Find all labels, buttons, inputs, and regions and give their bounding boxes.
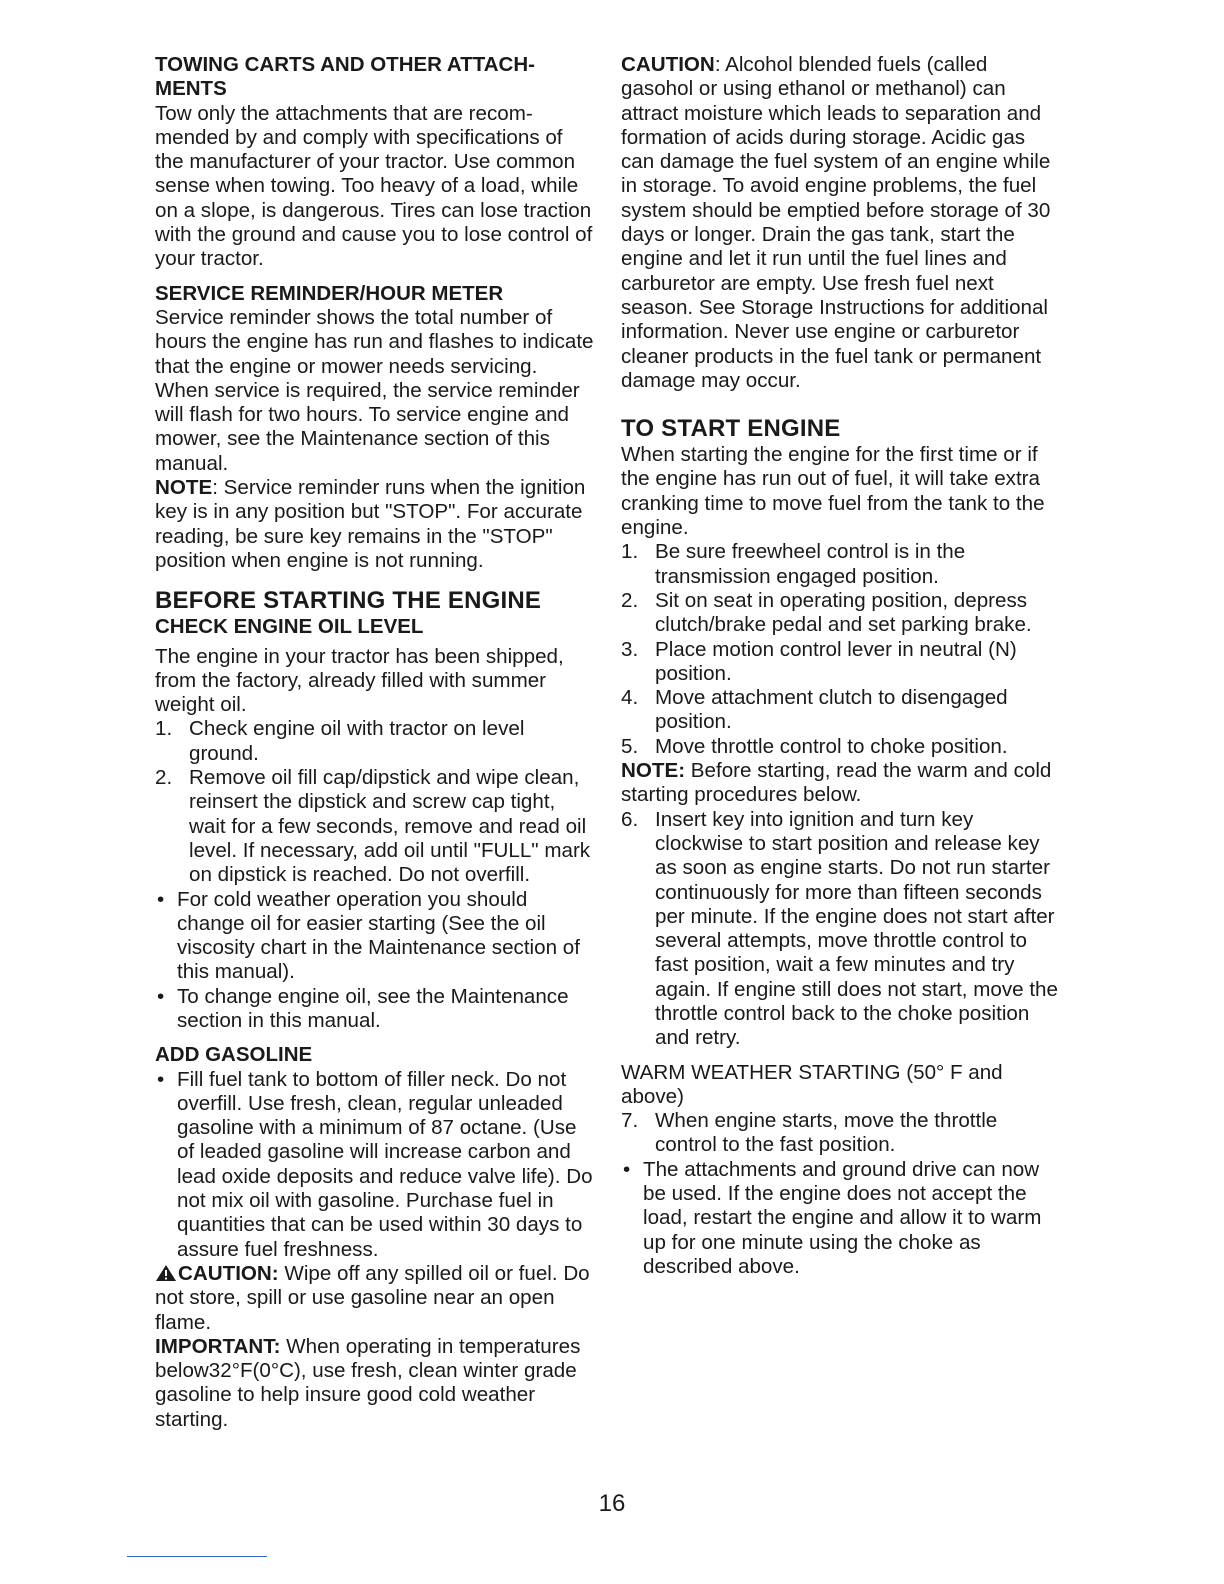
step-number: 2. bbox=[155, 766, 173, 790]
oil-intro: The engine in your tractor has been shipped, from the factory, already filled with summer weight oil. bbox=[155, 644, 564, 717]
service-heading: SERVICE REMINDER/HOUR METER bbox=[155, 281, 504, 305]
step-text: Be sure freewheel control is in the transmission engaged position. bbox=[655, 540, 966, 588]
list-item bbox=[155, 1068, 595, 1262]
step-text: Place motion control lever in neutral (N) position. bbox=[655, 637, 1017, 685]
list-item bbox=[621, 735, 1061, 759]
add-gasoline-heading: ADD GASOLINE bbox=[155, 1043, 313, 1067]
step-number: 1. bbox=[155, 717, 173, 741]
bullet-icon: • bbox=[157, 984, 165, 1008]
bullet-text: Fill fuel tank to bottom of filler neck. Do not overfill. Use fresh, clean, regular unleaded gasoline with a minimum of 87 octane. (Use of leaded gasoline will increase carbon and lead oxide deposits and reduce valve life). Do not mix oil with gasoline. Purchase fuel in quantities that can be used within 30 days to assure fuel freshness. bbox=[177, 1067, 593, 1261]
oil-steps bbox=[155, 717, 595, 887]
warm-weather-heading: WARM WEATHER STARTING (50° F and above) bbox=[621, 1060, 1003, 1108]
important-text: When operating in temperatures below32°F(0°C), use fresh, clean winter grade gasoline to help insure good cold weather starting. bbox=[155, 1334, 581, 1431]
bullet-icon: • bbox=[157, 887, 165, 911]
list-item bbox=[155, 888, 595, 985]
start-step-6 bbox=[621, 808, 1061, 1051]
note-label: NOTE: bbox=[621, 759, 686, 783]
left-column bbox=[155, 53, 595, 1432]
link-underline bbox=[127, 1556, 267, 1557]
step-number: 6. bbox=[621, 807, 639, 831]
gasoline-important bbox=[155, 1335, 595, 1432]
towing-heading-line1: TOWING CARTS AND OTHER ATTACH- bbox=[155, 53, 535, 76]
to-start-engine-heading: TO START ENGINE bbox=[621, 415, 841, 443]
bullet-text: To change engine oil, see the Maintenance section in this manual. bbox=[177, 984, 569, 1032]
gasoline-caution bbox=[155, 1262, 595, 1335]
step-text: Move throttle control to choke position. bbox=[655, 734, 1008, 758]
before-starting-heading: BEFORE STARTING THE ENGINE bbox=[155, 587, 542, 615]
warm-bullets bbox=[621, 1158, 1061, 1279]
important-label: IMPORTANT: bbox=[155, 1334, 281, 1358]
note-text: : Service reminder runs when the ignition key is in any position but "STOP". For accurate reading, be sure key remains in the "STOP" position when engine is not running. bbox=[155, 476, 586, 572]
gasoline-bullets bbox=[155, 1068, 595, 1262]
note-label: NOTE bbox=[155, 476, 213, 500]
list-item bbox=[621, 589, 1061, 638]
bullet-text: The attachments and ground drive can now be used. If the engine does not accept the load, restart the engine and allow it to warm up for one minute using the choke as described above. bbox=[643, 1157, 1042, 1278]
start-note bbox=[621, 759, 1061, 808]
bullet-text: For cold weather operation you should change oil for easier starting (See the oil viscosity chart in the Maintenance section of this manual). bbox=[177, 887, 580, 984]
step-text: Insert key into ignition and turn key clockwise to start position and release key as soon as engine starts. Do not run starter continuously for more than fifteen seconds per minute. If the engine does not start after several attempts, move throttle control to fast position, wait a few minutes and try again. If engine still does not start, move the throttle control back to the choke position and retry. bbox=[655, 807, 1058, 1050]
warning-triangle-icon bbox=[155, 1264, 177, 1282]
list-item bbox=[155, 985, 595, 1034]
bullet-icon: • bbox=[623, 1157, 631, 1181]
alcohol-caution bbox=[621, 53, 1061, 393]
towing-heading bbox=[155, 53, 595, 102]
step-text: Sit on seat in operating position, depress clutch/brake pedal and set parking brake. bbox=[655, 588, 1032, 637]
list-item bbox=[621, 540, 1061, 589]
step-number: 4. bbox=[621, 686, 639, 710]
step-text: Remove oil fill cap/dipstick and wipe clean, reinsert the dipstick and screw cap tight, wait for a few seconds, remove and read oil level. If necessary, add oil until "FULL" mark on dipstick is reached. Do not overfill. bbox=[189, 766, 591, 887]
page-number: 16 bbox=[598, 1490, 626, 1517]
oil-bullets bbox=[155, 888, 595, 1034]
caution-label: CAUTION bbox=[621, 53, 715, 76]
caution-text: : Alcohol blended fuels (called gasohol or using ethanol or methanol) can attract moisture which leads to separation and formation of acids during storage. Acidic gas can damage the fuel system of an engine while in storage. To avoid engine problems, the fuel system should be emptied before storage of 30 days or longer. Drain the gas tank, start the engine and let it run until the fuel lines and carburetor are empty. Use fresh fuel next season. See Storage Instructions for additional information. Never use engine or carburetor cleaner products in the fuel tank or permanent damage may occur. bbox=[621, 53, 1051, 392]
step-number: 7. bbox=[621, 1109, 639, 1133]
step-text: When engine starts, move the throttle control to the fast position. bbox=[655, 1109, 998, 1157]
list-item bbox=[621, 638, 1061, 687]
step-number: 1. bbox=[621, 540, 639, 564]
start-steps bbox=[621, 540, 1061, 759]
start-step-7 bbox=[621, 1109, 1061, 1158]
bullet-icon: • bbox=[157, 1067, 165, 1091]
towing-heading-line2: MENTS bbox=[155, 77, 227, 101]
list-item bbox=[621, 808, 1061, 1051]
towing-body: Tow only the attachments that are recommended by and comply with specifications of the manufacturer of your tractor. Use common sense when towing. Too heavy of a load, while on a slope, is dangerous. Tires can lose traction with the ground and cause you to lose control of your tractor. bbox=[155, 101, 593, 271]
step-text: Check engine oil with tractor on level ground. bbox=[189, 717, 525, 765]
service-note bbox=[155, 476, 595, 573]
start-intro: When starting the engine for the first time or if the engine has run out of fuel, it will take extra cranking time to move fuel from the tank to the engine. bbox=[621, 443, 1045, 540]
caution-text: Wipe off any spilled oil or fuel. Do not store, spill or use gasoline near an open flame. bbox=[155, 1261, 590, 1334]
list-item bbox=[155, 717, 595, 766]
list-item bbox=[621, 686, 1061, 735]
step-text: Move attachment clutch to disengaged position. bbox=[655, 686, 1008, 734]
service-body: Service reminder shows the total number of hours the engine has run and flashes to indicate that the engine or mower needs servicing. When service is required, the service reminder will flash for two hours. To service engine and mower, see the Maintenance section of this manual. bbox=[155, 305, 594, 475]
step-number: 3. bbox=[621, 637, 639, 661]
list-item bbox=[621, 1158, 1061, 1279]
list-item bbox=[155, 766, 595, 887]
check-oil-heading: CHECK ENGINE OIL LEVEL bbox=[155, 615, 424, 639]
right-column bbox=[621, 53, 1061, 1279]
step-number: 5. bbox=[621, 734, 639, 758]
caution-label: CAUTION: bbox=[178, 1261, 279, 1285]
list-item bbox=[621, 1109, 1061, 1158]
step-number: 2. bbox=[621, 588, 639, 612]
note-text: Before starting, read the warm and cold starting procedures below. bbox=[621, 759, 1052, 807]
